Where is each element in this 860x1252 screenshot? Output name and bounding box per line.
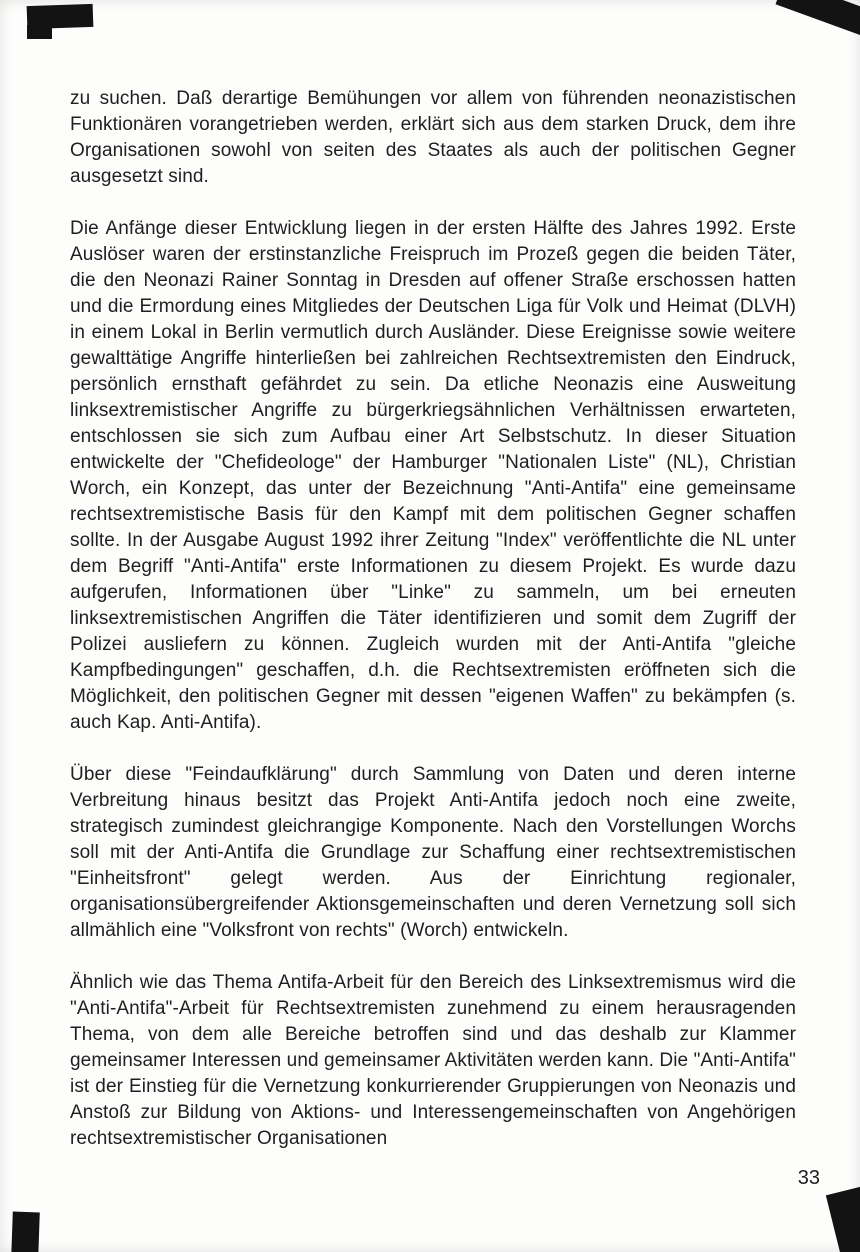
paragraph: zu suchen. Daß derartige Bemühungen vor allem von führenden neonazistischen Funktionären vorangetrieben werden, erklärt sich aus dem starken Druck, dem ihre Organisationen sowohl von seiten des Staates als auch der politischen Gegner ausgesetzt sind. [70, 88, 796, 187]
scan-mark-top-right [776, 0, 860, 40]
scan-mark-bottom-left [11, 1212, 40, 1252]
page-text-block [70, 86, 796, 1152]
scan-mark-bottom-right [826, 1187, 860, 1252]
paragraph: Über diese "Feindaufklärung" durch Sammlung von Daten und deren interne Verbreitung hinaus besitzt das Projekt Anti-Antifa jedoch noch eine zweite, strategisch zumindest gleichrangige Komponente. Nach den Vorstellungen Worchs soll mit der Anti-Antifa die Grundlage zur Schaffung einer rechtsextremistischen "Einheitsfront" gelegt werden. Aus der Einrichtung regionaler, organisationsübergreifender Aktionsgemeinschaften und deren Vernetzung soll sich allmählich eine "Volksfront von rechts" (Worch) entwickeln. [70, 764, 796, 941]
page-number: 33 [797, 1167, 820, 1189]
paragraph: Die Anfänge dieser Entwicklung liegen in der ersten Hälfte des Jahres 1992. Erste Auslöser waren der erstinstanzliche Freispruch im Prozeß gegen die beiden Täter, die den Neonazi Rainer Sonntag in Dresden auf offener Straße erschossen hatten und die Ermordung eines Mitgliedes der Deutschen Liga für Volk und Heimat (DLVH) in einem Lokal in Berlin vermutlich durch Ausländer. Diese Ereignisse sowie weitere gewalttätige Angriffe hinterließen bei zahlreichen Rechtsextremisten den Eindruck, persönlich ernsthaft gefährdet zu sein. Da etliche Neonazis eine Ausweitung linksextremistischer Angriffe zu bürgerkriegsähnlichen Verhältnissen erwarteten, entschlossen sie sich zum Aufbau einer Art Selbstschutz. In dieser Situation entwickelte der "Chefideologe" der Hamburger "Nationalen Liste" (NL), Christian Worch, ein Konzept, das unter der Bezeichnung "Anti-Antifa" eine gemeinsame rechtsextremistische Basis für den Kampf mit dem politischen Gegner schaffen sollte. In der Ausgabe August 1992 ihrer Zeitung "Index" veröffentlichte die NL unter dem Begriff "Anti-Antifa" erste Informationen zu diesem Projekt. Es wurde dazu aufgerufen, Informationen über "Linke" zu sammeln, um bei erneuten linksextremistischen Angriffen die Täter identifizieren und somit dem Zugriff der Polizei ausliefern zu können. Zugleich wurden mit der Anti-Antifa "gleiche Kampfbedingungen" geschaffen, d.h. die Rechtsextremisten eröffneten sich die Möglichkeit, den politischen Gegner mit dessen "eigenen Waffen" zu bekämpfen (s. auch Kap. Anti-Antifa). [70, 218, 796, 733]
paragraph: Ähnlich wie das Thema Antifa-Arbeit für den Bereich des Linksextremismus wird die "Anti-Antifa"-Arbeit für Rechtsextremisten zunehmend zu einem herausragenden Thema, von dem alle Bereiche betroffen sind und das deshalb zur Klammer gemeinsamer Interessen und gemeinsamer Aktivitäten werden kann. Die "Anti-Antifa" ist der Einstieg für die Vernetzung konkurrierender Gruppierungen von Neonazis und Anstoß zur Bildung von Aktions- und Interessengemeinschaften von Angehörigen rechtsextremistischer Organisationen [70, 972, 797, 1149]
scan-mark-top-left-step [27, 25, 52, 39]
